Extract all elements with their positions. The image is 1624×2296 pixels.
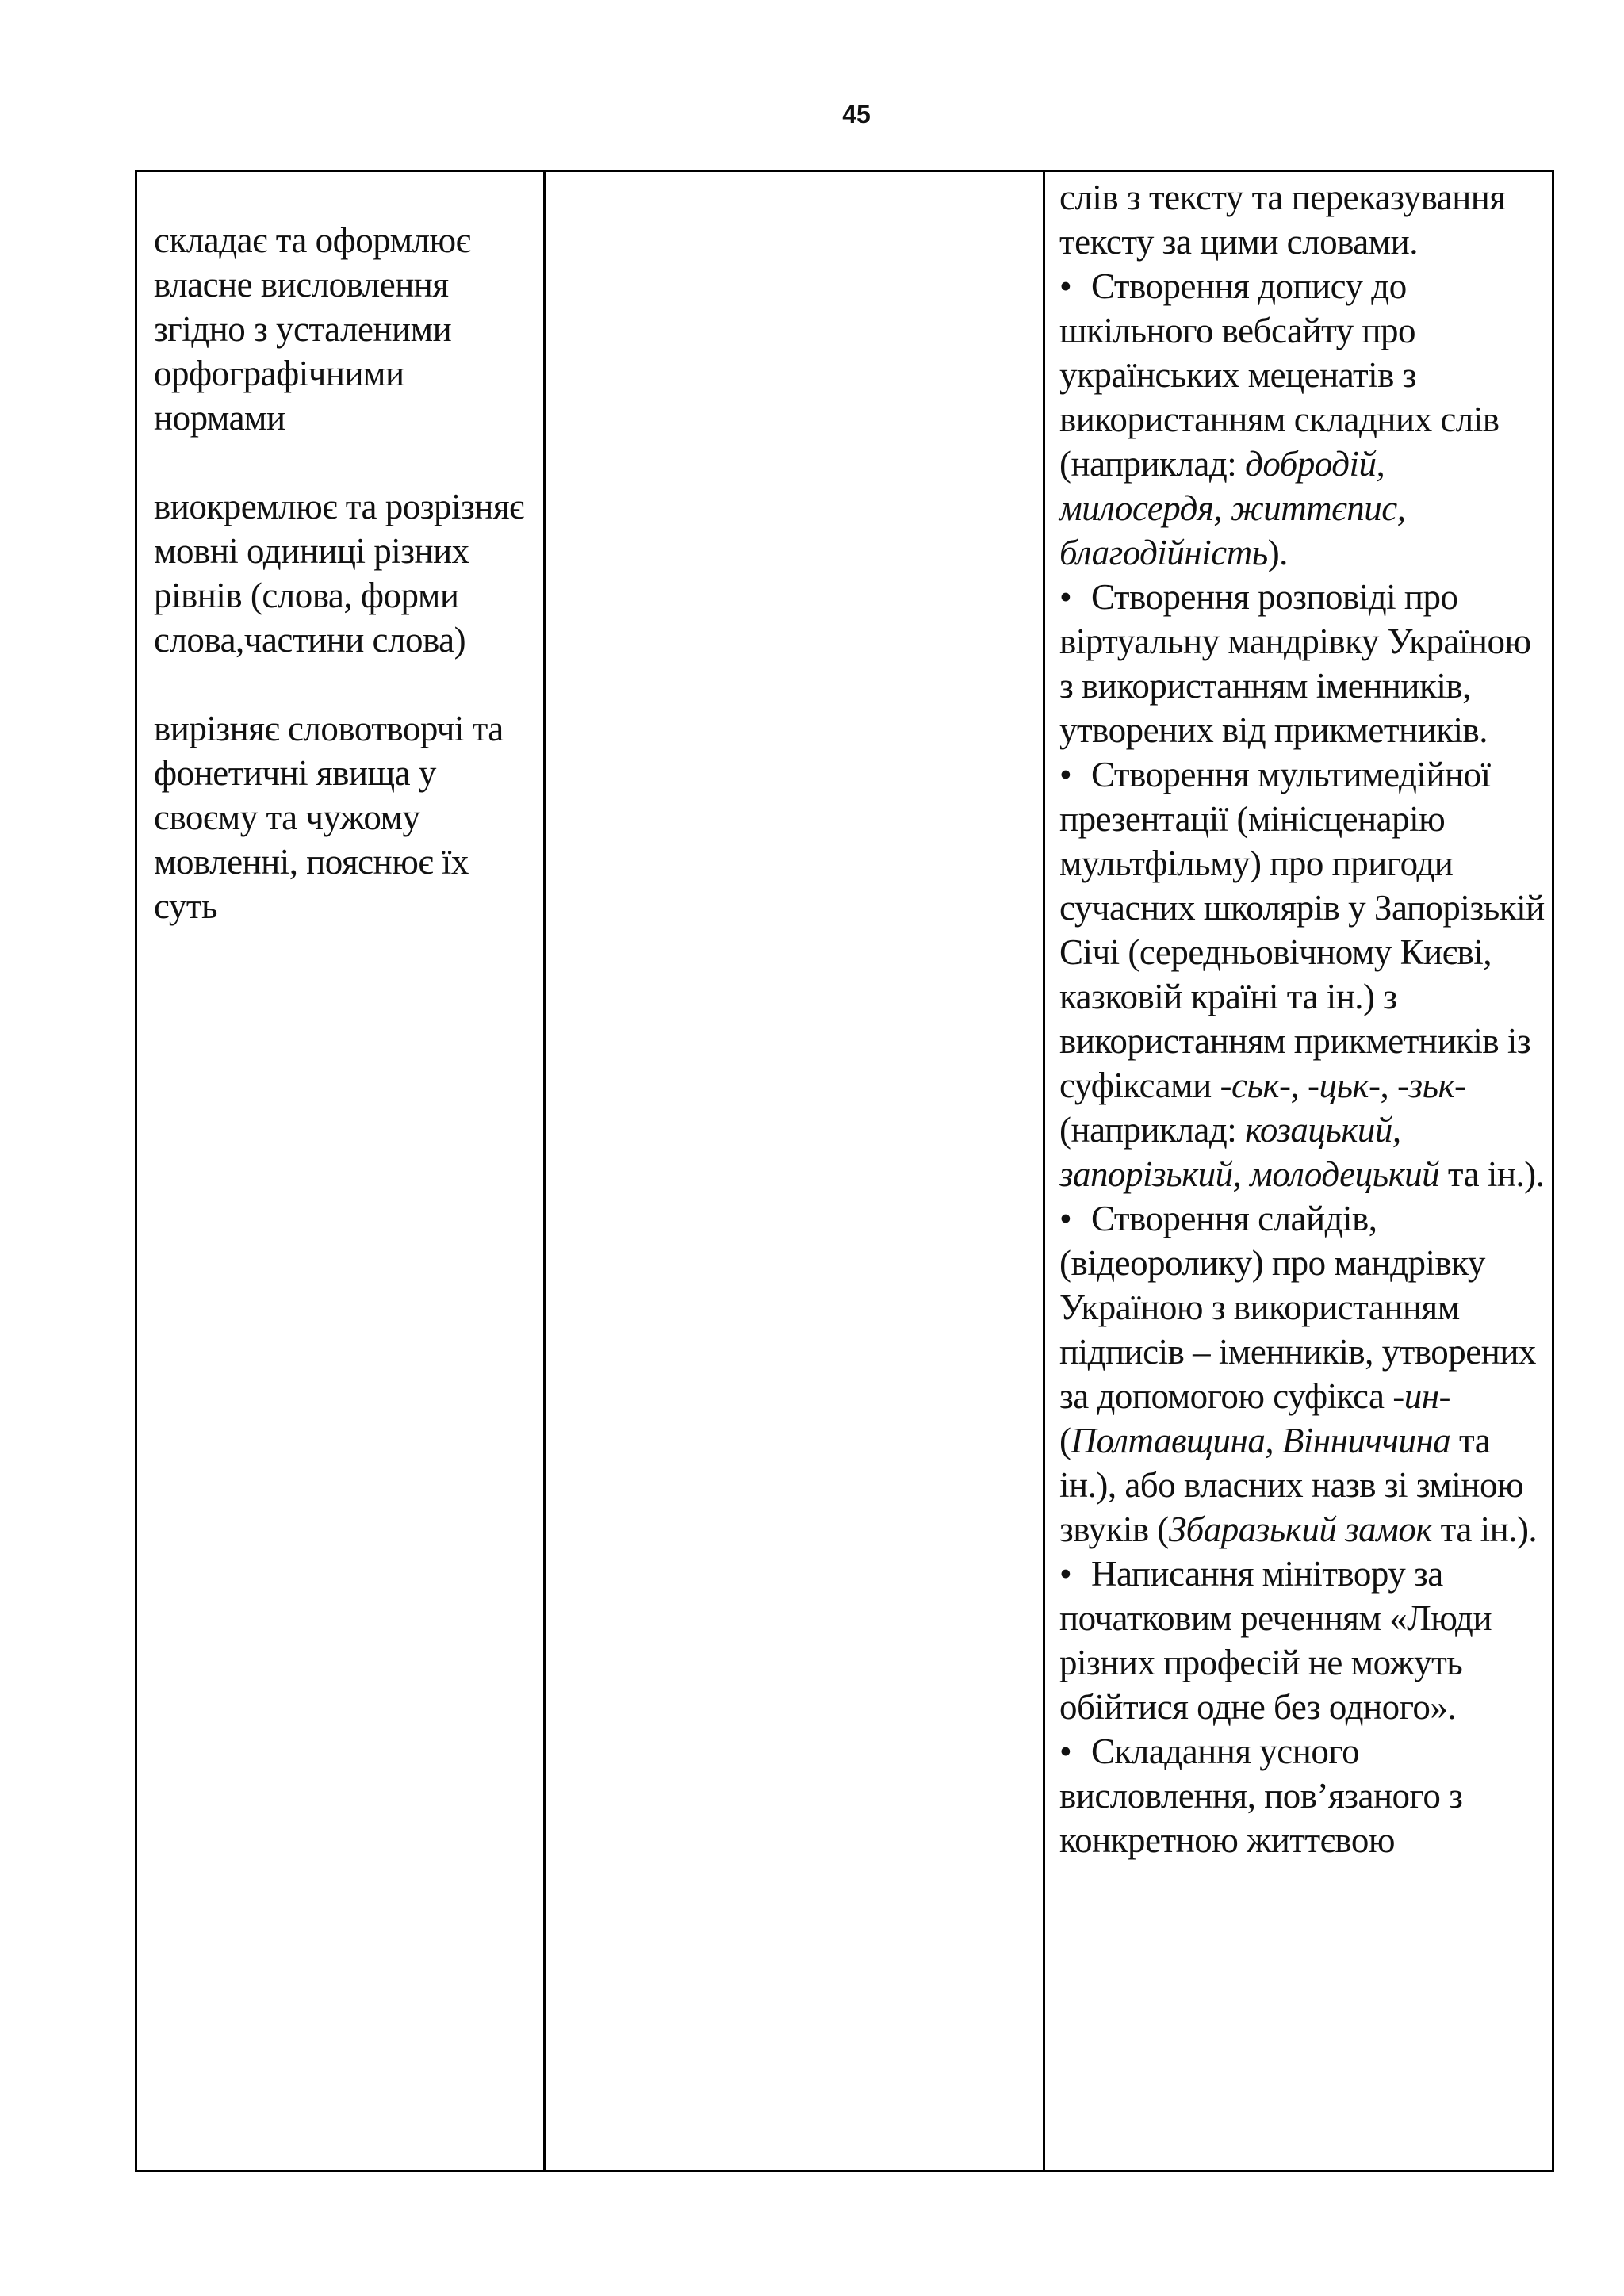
- italic-run: Збаразький замок: [1168, 1510, 1432, 1549]
- italic-run: Полтавщина, Вінниччина: [1071, 1421, 1451, 1460]
- text-run: та ін.).: [1431, 1510, 1538, 1549]
- text-run: ).: [1267, 533, 1288, 572]
- result-paragraph-3: вирізняє словотворчі та фонетичні явища у своєму та чужому мовленні, пояснює їх суть: [154, 709, 504, 926]
- text-run: Створення допису до шкільного вебсайту про українських меценатів з використанням складних слів (наприклад:: [1059, 266, 1500, 484]
- text-run: Створення слайдів, (відеоролику) про мандрівку Україною з використанням підписів – іменників, утворених за допомогою суфікса: [1059, 1199, 1536, 1416]
- activity-item: [1059, 264, 1545, 575]
- page-number: 45: [842, 100, 871, 128]
- bullet-icon: •: [1059, 1199, 1072, 1238]
- text-run: ,: [1290, 1066, 1308, 1105]
- bullet-icon: •: [1059, 577, 1072, 617]
- text-run: Створення розповіді про віртуальну мандрівку Україною з використанням іменників, утворених від прикметників.: [1059, 577, 1531, 750]
- text-run: та ін.), або власних назв зі зміною звуків (: [1059, 1421, 1524, 1549]
- text-run: Створення мультимедійної презентації (мінісценарію мультфільму) про пригоди сучасних школярів у Запорізькій Січі (середньовічному Києві, казковій країні та ін.) з використанням прикметників із суфіксами -: [1059, 755, 1545, 1105]
- bullet-icon: •: [1059, 1554, 1072, 1594]
- text-run: Написання мінітвору за початковим реченням «Люди різних професій не можуть обійтися одне без одного».: [1059, 1554, 1492, 1727]
- text-run: (наприклад:: [1059, 1110, 1246, 1150]
- italic-run: козацький, запорізький, молодецький: [1059, 1110, 1440, 1194]
- italic-run: -зьк-: [1396, 1066, 1466, 1105]
- result-paragraph-2: виокремлює та розрізняє мовні одиниці різних рівнів (слова, форми слова,частини слова): [154, 487, 524, 660]
- italic-run: добродій, милосердя, життєпис, благодійність: [1059, 444, 1406, 572]
- curriculum-table: [135, 170, 1554, 2172]
- activity-item: [1059, 1729, 1545, 1862]
- activity-item: [1059, 1552, 1545, 1729]
- italic-run: -ин-: [1392, 1376, 1451, 1416]
- result-paragraph-1: складає та оформлює власне висловлення згідно з усталеними орфографічними нормами: [154, 220, 471, 438]
- paragraph-gap: [154, 440, 535, 484]
- activity-item: [1059, 752, 1545, 1196]
- text-run: ,: [1380, 1066, 1397, 1105]
- bullet-icon: •: [1059, 1732, 1072, 1771]
- text-run: та ін.).: [1439, 1154, 1545, 1194]
- expected-results-cell: [137, 172, 546, 2170]
- bullet-icon: •: [1059, 755, 1072, 794]
- text-run: (: [1059, 1421, 1071, 1460]
- italic-run: ськ-: [1231, 1066, 1291, 1105]
- bullet-icon: •: [1059, 266, 1072, 306]
- italic-run: -цьк-: [1307, 1066, 1381, 1105]
- paragraph-gap: [154, 662, 535, 706]
- text-run: Складання усного висловлення, пов’язаного з конкретною життєвою: [1059, 1732, 1463, 1860]
- activity-item: [1059, 1196, 1545, 1552]
- activity-list: [1059, 264, 1545, 1862]
- empty-content-cell: [546, 172, 1045, 2170]
- activities-intro: слів з тексту та переказування тексту за цими словами.: [1059, 178, 1506, 262]
- activity-item: [1059, 575, 1545, 752]
- activities-cell: [1045, 172, 1552, 2170]
